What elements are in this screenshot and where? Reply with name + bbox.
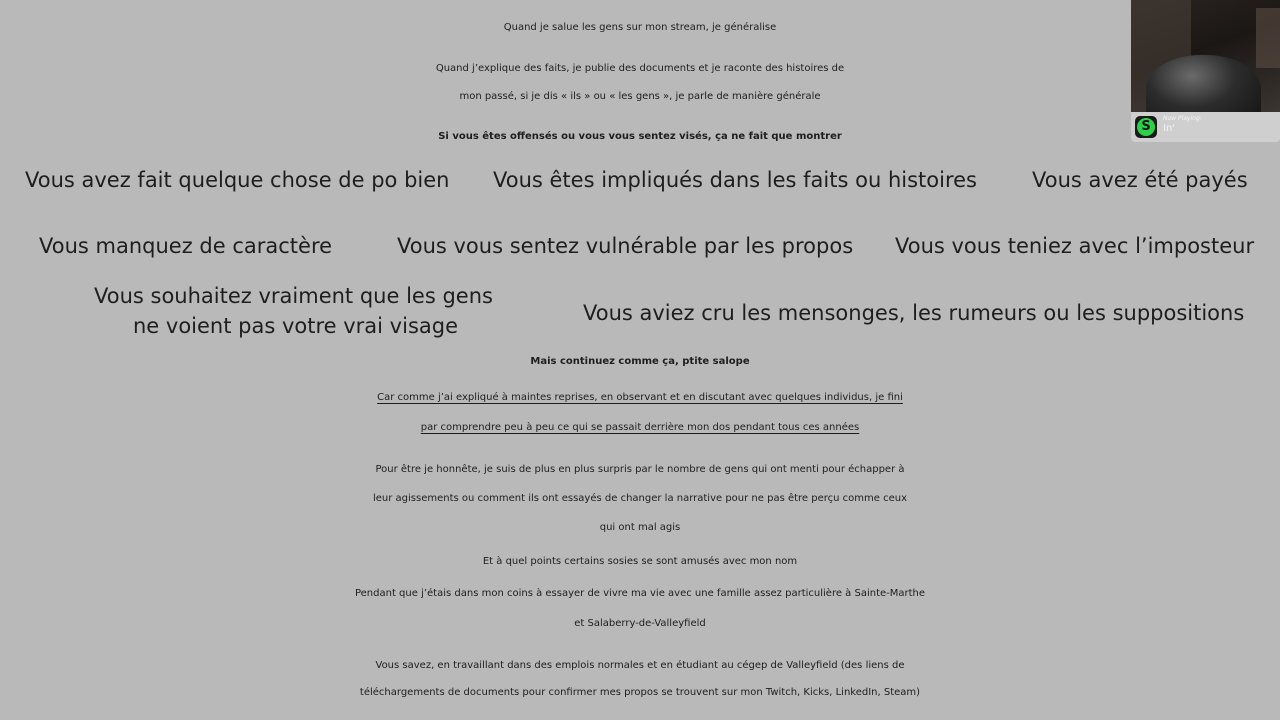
reason-character: Vous manquez de caractère bbox=[39, 234, 333, 258]
reason-did-something: Vous avez fait quelque chose de po bien bbox=[25, 168, 450, 192]
reason-impostor: Vous vous teniez avec l’imposteur bbox=[895, 234, 1255, 258]
reason-lies: Vous aviez cru les mensonges, les rumeurs ou les suppositions bbox=[583, 301, 1245, 325]
reason-vulnerable: Vous vous sentez vulnérable par les propos bbox=[397, 234, 854, 258]
line-family-2: et Salaberry-de-Valleyfield bbox=[574, 618, 706, 629]
line-honest-1: Pour être je honnête, je suis de plus en plus surpris par le nombre de gens qui ont menti pour échapper à bbox=[375, 464, 905, 475]
line-work-1: Vous savez, en travaillant dans des emplois normales et en étudiant au cégep de Valleyfield (des liens de bbox=[375, 660, 905, 671]
line-honest-2: leur agissements ou comment ils ont essayés de changer la narrative pour ne pas être perçu comme ceux bbox=[372, 493, 908, 504]
line-honest-3: qui ont mal agis bbox=[599, 522, 681, 533]
line-explained-1: Car comme j’ai expliqué à maintes reprises, en observant et en discutant avec quelques individus, je fini bbox=[377, 392, 903, 403]
reason-face-2: ne voient pas votre vrai visage bbox=[133, 314, 459, 338]
now-playing-track: In' bbox=[1163, 123, 1176, 134]
spotify-logo-icon: S bbox=[1135, 116, 1157, 138]
reason-face-1: Vous souhaitez vraiment que les gens bbox=[94, 284, 493, 308]
now-playing-widget bbox=[1131, 112, 1280, 142]
line-family-1: Pendant que j’étais dans mon coins à essayer de vivre ma vie avec une famille assez particulière à Sainte-Marthe bbox=[354, 588, 926, 599]
webcam-overlay bbox=[1131, 0, 1280, 112]
webcam-chair bbox=[1146, 55, 1261, 112]
line-explain-1: Quand j’explique des faits, je publie des documents et je raconte des histoires de bbox=[435, 63, 845, 74]
line-sosies: Et à quel points certains sosies se sont amusés avec mon nom bbox=[482, 556, 798, 567]
line-work-2: téléchargements de documents pour confirmer mes propos se trouvent sur mon Twitch, Kicks, LinkedIn, Steam) bbox=[359, 687, 921, 698]
now-playing-label: Now Playing: bbox=[1163, 115, 1202, 122]
line-explained-2: par comprendre peu à peu ce qui se passait derrière mon dos pendant tous ces années bbox=[420, 422, 860, 433]
heading-continue: Mais continuez comme ça, ptite salope bbox=[530, 356, 750, 367]
webcam-lamp bbox=[1256, 8, 1280, 68]
heading-offended: Si vous êtes offensés ou vous vous sentez visés, ça ne fait que montrer bbox=[438, 131, 842, 142]
reason-paid: Vous avez été payés bbox=[1032, 168, 1248, 192]
line-greeting: Quand je salue les gens sur mon stream, je généralise bbox=[503, 22, 777, 33]
reason-involved: Vous êtes impliqués dans les faits ou histoires bbox=[493, 168, 977, 192]
line-explain-2: mon passé, si je dis « ils » ou « les gens », je parle de manière générale bbox=[459, 91, 821, 102]
